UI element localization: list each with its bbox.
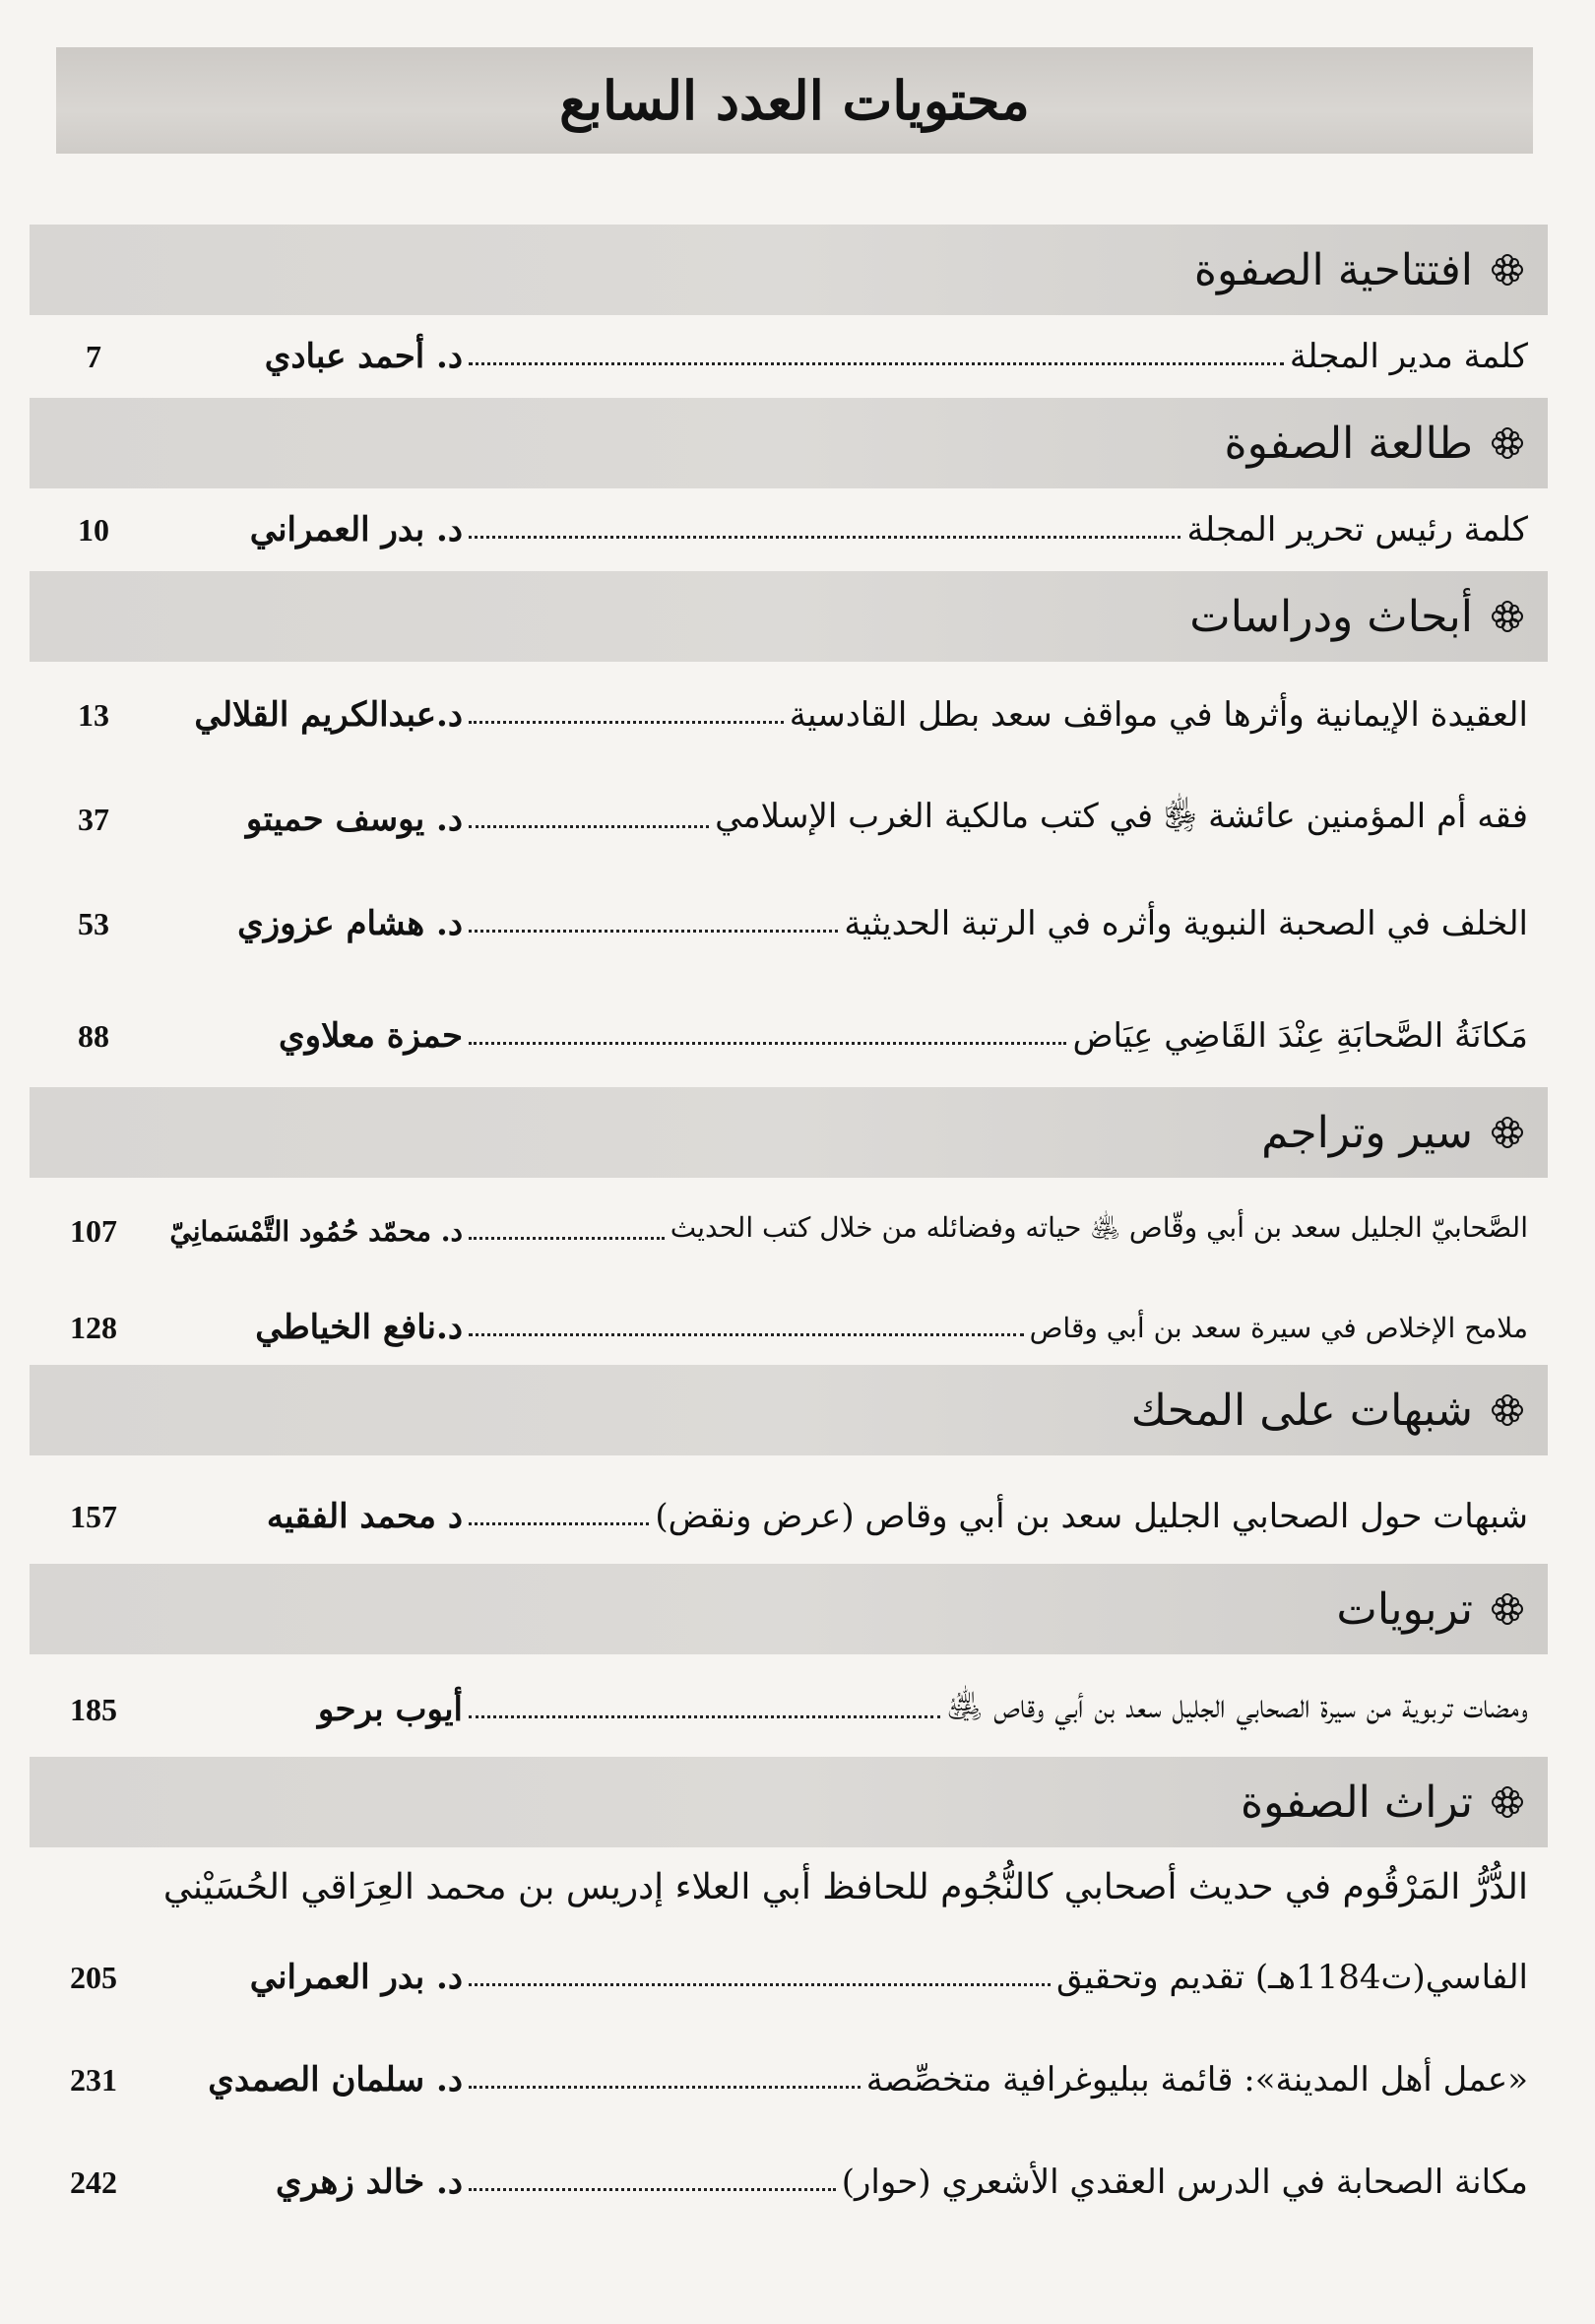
- flower-ornament-icon: [1491, 1592, 1524, 1626]
- entry-page-number: 7: [86, 338, 101, 374]
- toc-entry[interactable]: [39, 997, 1546, 1075]
- entry-page-number: 107: [70, 1212, 117, 1249]
- entry-page-number: 37: [78, 801, 109, 837]
- entry-author: د. بدر العمراني: [249, 1958, 463, 1997]
- entry-title: الصَّحابيّ الجليل سعد بن أبي وقّاص ﵁ حياته وفضائله من خلال كتب الحديث: [670, 1211, 1528, 1244]
- toc-entry-first-line: [39, 1847, 1546, 1926]
- toc-entry[interactable]: [39, 2040, 1546, 2119]
- entry-page-number: 53: [78, 905, 109, 941]
- section-header-biographies: [30, 1087, 1548, 1178]
- entry-author: أيوب برحو: [317, 1690, 463, 1729]
- toc-entry[interactable]: [39, 884, 1546, 963]
- entry-title: كلمة رئيس تحرير المجلة: [1186, 510, 1528, 549]
- entry-title: العقيدة الإيمانية وأثرها في مواقف سعد بطل القادسية: [789, 695, 1528, 735]
- entry-page-number: 157: [70, 1498, 117, 1534]
- dot-leader: [469, 362, 1284, 365]
- title-bar: [56, 47, 1533, 154]
- dot-leader: [469, 2188, 836, 2191]
- entry-author: حمزة معلاوي: [278, 1016, 463, 1056]
- dot-leader: [469, 1715, 940, 1718]
- entry-page-number: 10: [78, 511, 109, 548]
- entry-title: ومضات تربوية من سيرة الصحابي الجليل سعد بن أبي وقاص ﵁: [946, 1686, 1528, 1726]
- entry-title: الخلف في الصحبة النبوية وأثره في الرتبة الحديثية: [844, 904, 1528, 943]
- toc-entry[interactable]: [39, 780, 1546, 859]
- section-header-doubts: [30, 1365, 1548, 1455]
- entry-author: د. يوسف حميتو: [245, 800, 463, 839]
- flower-ornament-icon: [1491, 1785, 1524, 1819]
- entry-page-number: 231: [70, 2061, 117, 2098]
- entry-author: د محمد الفقيه: [266, 1497, 463, 1536]
- toc-entry[interactable]: [39, 2143, 1546, 2222]
- section-title: سير وتراجم: [1261, 1107, 1473, 1158]
- page-title: محتويات العدد السابع: [559, 69, 1030, 132]
- section-title: تربويات: [1336, 1583, 1473, 1635]
- entry-title: مَكانَةُ الصَّحابَةِ عِنْدَ القَاضِي عِيَاض: [1072, 1016, 1528, 1056]
- entry-author: د. هشام عزوزي: [237, 904, 463, 943]
- entry-page-number: 13: [78, 696, 109, 733]
- toc-entry[interactable]: [39, 1938, 1546, 2017]
- entry-author: د. أحمد عبادي: [264, 337, 463, 376]
- entry-author: د. خالد زهري: [276, 2163, 463, 2202]
- section-title: شبهات على المحك: [1130, 1385, 1473, 1436]
- flower-ornament-icon: [1491, 600, 1524, 633]
- dot-leader: [469, 1333, 1024, 1336]
- dot-leader: [469, 1522, 649, 1525]
- section-title: افتتاحية الصفوة: [1193, 244, 1473, 295]
- dot-leader: [469, 1042, 1066, 1045]
- entry-title-line1: الدُّرُّ المَرْقُوم في حديث أصحابي كالنُّجُوم للحافظ أبي العلاء إدريس بن محمد العِرَاقي الحُسَيْني: [162, 1866, 1528, 1907]
- toc-entry[interactable]: [39, 490, 1546, 569]
- entry-title: شبهات حول الصحابي الجليل سعد بن أبي وقاص (عرض ونقض): [655, 1497, 1528, 1536]
- entry-author: د. محمّد حُمُود التَّمْسَمانِيّ: [169, 1214, 463, 1248]
- toc-entry[interactable]: [39, 317, 1546, 396]
- toc-entry[interactable]: [39, 1670, 1546, 1749]
- dot-leader: [469, 930, 838, 933]
- entry-page-number: 242: [70, 2163, 117, 2200]
- entry-author: د. بدر العمراني: [249, 510, 463, 549]
- section-header-opening: [30, 225, 1548, 315]
- dot-leader: [469, 825, 709, 828]
- flower-ornament-icon: [1491, 1393, 1524, 1427]
- entry-page-number: 128: [70, 1309, 117, 1345]
- entry-title: فقه أم المؤمنين عائشة ﵂ في كتب مالكية الغرب الإسلامي: [715, 796, 1528, 836]
- dot-leader: [469, 1983, 1051, 1986]
- toc-entry[interactable]: [39, 676, 1546, 754]
- section-header-editorial: [30, 398, 1548, 488]
- entry-author: د.نافع الخياطي: [255, 1308, 463, 1347]
- section-title: طالعة الصفوة: [1224, 418, 1473, 469]
- entry-title: مكانة الصحابة في الدرس العقدي الأشعري (حوار): [841, 2163, 1528, 2202]
- toc-entry[interactable]: [39, 1192, 1546, 1270]
- flower-ornament-icon: [1491, 426, 1524, 460]
- entry-page-number: 88: [78, 1017, 109, 1054]
- section-title: تراث الصفوة: [1241, 1776, 1473, 1828]
- entry-page-number: 185: [70, 1691, 117, 1727]
- dot-leader: [469, 2086, 861, 2089]
- section-header-education: [30, 1564, 1548, 1654]
- entry-page-number: 205: [70, 1959, 117, 1995]
- dot-leader: [469, 536, 1180, 539]
- entry-author: د. سلمان الصمدي: [208, 2060, 463, 2099]
- entry-title: ملامح الإخلاص في سيرة سعد بن أبي وقاص: [1029, 1311, 1528, 1344]
- section-header-research: [30, 571, 1548, 662]
- entry-author: د.عبدالكريم القلالي: [194, 695, 463, 735]
- flower-ornament-icon: [1491, 1116, 1524, 1149]
- flower-ornament-icon: [1491, 253, 1524, 287]
- dot-leader: [469, 1237, 665, 1240]
- entry-title: كلمة مدير المجلة: [1289, 337, 1528, 376]
- toc-entry[interactable]: [39, 1288, 1546, 1367]
- entry-title: الفاسي(ت1184هـ) تقديم وتحقيق: [1055, 1958, 1528, 1997]
- toc-entry[interactable]: [39, 1477, 1546, 1556]
- section-title: أبحاث ودراسات: [1189, 591, 1473, 642]
- section-header-heritage: [30, 1757, 1548, 1847]
- entry-title: «عمل أهل المدينة»: قائمة ببليوغرافية متخصِّصة: [865, 2060, 1528, 2099]
- dot-leader: [469, 721, 784, 724]
